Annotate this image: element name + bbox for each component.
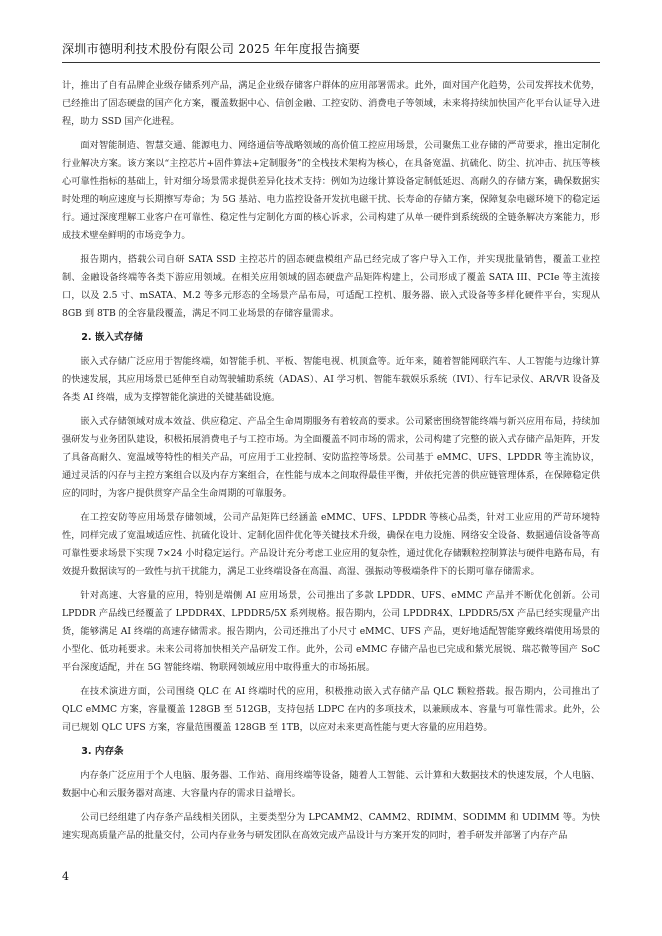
paragraph-industrial-security: 在工控安防等应用场景存储领域，公司产品矩阵已经涵盖 eMMC、UFS、LPDDR 等核心品类，针对工业应用的严苛环境特性，同样完成了宽温域适应性、抗硫化设计、定制化固件优化等关键技术升级，确保在电力设施、网络安全设备、数据通信设备等高可靠性要求场景下实现 7×24 小时稳定运行。产品设计充分考虑工业应用的复杂性，通过优化存储颗粒控制算法与硬件电路布局，有效提升数据读写的一致性与抗干扰能力，满足工业终端设备在高温、高湿、强振动等极端条件下的长期可靠存储需求。 — [62, 512, 600, 577]
paragraph-sata-ssd-controller: 报告期内，搭载公司自研 SATA SSD 主控芯片的固态硬盘模组产品已经完成了客户导入工作，并实现批量销售，覆盖工业控制、金融设备终端等各类下游应用领域。在相关应用领域的固态硬盘产品矩阵构建上，公司形成了覆盖 SATA III、PCIe 等主流接口，以及 2.5 寸、mSATA、M.2 等多元形态的全场景产品布局，可适配工控机、服务器、嵌入式设备等多样化硬件平台，实现从 8GB 到 8TB 的全容量段覆盖，满足不同工业场景的存储容量需求。 — [62, 254, 600, 319]
paragraph-embedded-requirements: 嵌入式存储领域对成本效益、供应稳定、产品全生命周期服务有着较高的要求。公司紧密围绕智能终端与新兴应用布局，持续加强研发与业务团队建设，积极拓展消费电子与工控市场。为全面覆盖不同市场的需求，公司构建了完整的嵌入式存储产品矩阵，开发了具备高耐久、宽温域等特性的相关产品，可应用于工业控制、安防监控等场景。公司基于 eMMC、UFS、LPDDR 等主流协议，通过灵活的闪存与主控方案组合以及内存方案组合，在性能与成本之间取得最佳平衡，并依托完善的供应链管理体系，在保障稳定供应的同时，为客户提供贯穿产品全生命周期的可靠服务。 — [62, 416, 600, 499]
paragraph-embedded-overview: 嵌入式存储广泛应用于智能终端，如智能手机、平板、智能电视、机顶盒等。近年来，随着智能网联汽车、人工智能与边缘计算的快速发展，其应用场景已延伸至自动驾驶辅助系统（ADAS）、AI 学习机、智能车载娱乐系统（IVI）、行车记录仪、AR/VR 设备及各类 AI 终端，成为支撑智能化演进的关键基础设施。 — [62, 356, 600, 403]
paragraph-ssd-domestic: 计，推出了自有品牌企业级存储系列产品，满足企业级存储客户群体的应用部署需求。此外，面对国产化趋势，公司发挥技术优势，已经推出了固态硬盘的国产化方案，覆盖数据中心、信创金融、工控安防、消费电子等领域，未来将持续加快国产化平台认证导入进程，助力 SSD 国产化进程。 — [62, 80, 600, 127]
section-heading-memory-module: 3. 内存条 — [81, 746, 124, 757]
paragraph-qlc-evolution: 在技术演进方面，公司围绕 QLC 在 AI 终端时代的应用，积极推动嵌入式存储产品 QLC 颗粒搭载。报告期内，公司推出了 QLC eMMC 方案，容量覆盖 128GB 至 512GB，支持包括 LDPC 在内的多项技术，以兼顾成本、容量与可靠性需求。此外，公司已规划 QLC UFS 方案，容量范围覆盖 128GB 至 1TB，以应对未来更高性能与更大容量的应用趋势。 — [62, 686, 600, 733]
paragraph-memory-overview: 内存条广泛应用于个人电脑、服务器、工作站、商用终端等设备，随着人工智能、云计算和大数据技术的快速发展，个人电脑、数据中心和云服务器对高速、大容量内存的需求日益增长。 — [62, 770, 600, 799]
page-number: 4 — [62, 870, 69, 883]
report-header-title: 深圳市德明利技术股份有限公司 2025 年年度报告摘要 — [62, 42, 361, 56]
report-body — [62, 77, 600, 851]
header-divider — [62, 62, 600, 63]
section-heading-embedded-storage: 2. 嵌入式存储 — [81, 332, 143, 343]
paragraph-industrial-storage: 面对智能制造、智慧交通、能源电力、网络通信等战略领域的高价值工控应用场景，公司聚焦工业存储的严苛要求，推出定制化行业解决方案。该方案以“主控芯片+固件算法+定制服务”的全栈技术架构为核心，在具备宽温、抗硫化、防尘、抗冲击、抗压等核心可靠性指标的基础上，针对细分场景需求提供差异化技术支持：例如为边缘计算设备定制低延迟、高耐久的存储方案，确保数据实时处理的响应速度与长期擦写寿命；为 5G 基站、电力监控设备开发抗电磁干扰、长寿命的存储方案，保障复杂电磁环境下的稳定运行。通过深度理解工业客户在可靠性、稳定性与定制化方面的核心诉求，公司构建了从单一硬件到系统级的全链条解决方案能力，形成技术壁垒鲜明的市场竞争力。 — [62, 140, 600, 241]
paragraph-ai-lpddr-ufs: 针对高速、大容量的应用，特别是端侧 AI 应用场景，公司推出了多款 LPDDR、UFS、eMMC 产品并不断优化创新。公司 LPDDR 产品线已经覆盖了 LPDDR4X、LPDDR5/5X 系列规格。报告期内，公司 LPDDR4X、LPDDR5/5X 产品已经实现量产出货，能够满足 AI 终端的高速存储需求。报告期内，公司还推出了小尺寸 eMMC、UFS 产品，更好地适配智能穿戴终端使用场景的小型化、低功耗要求。未来公司将加快相关产品研发工作。此外，公司 eMMC 存储产品也已完成和紫光展锐、瑞芯微等国产 SoC 平台深度适配，并在 5G 智能终端、物联网领域应用中取得重大的市场拓展。 — [62, 590, 600, 673]
paragraph-memory-team: 公司已经组建了内存条产品线相关团队，主要类型分为 LPCAMM2、CAMM2、RDIMM、SODIMM 和 UDIMM 等。为快速实现高质量产品的批量交付，公司内存业务与研发团队在高效完成产品设计与方案开发的同时，着手研发并部署了内存产品 — [62, 812, 600, 841]
